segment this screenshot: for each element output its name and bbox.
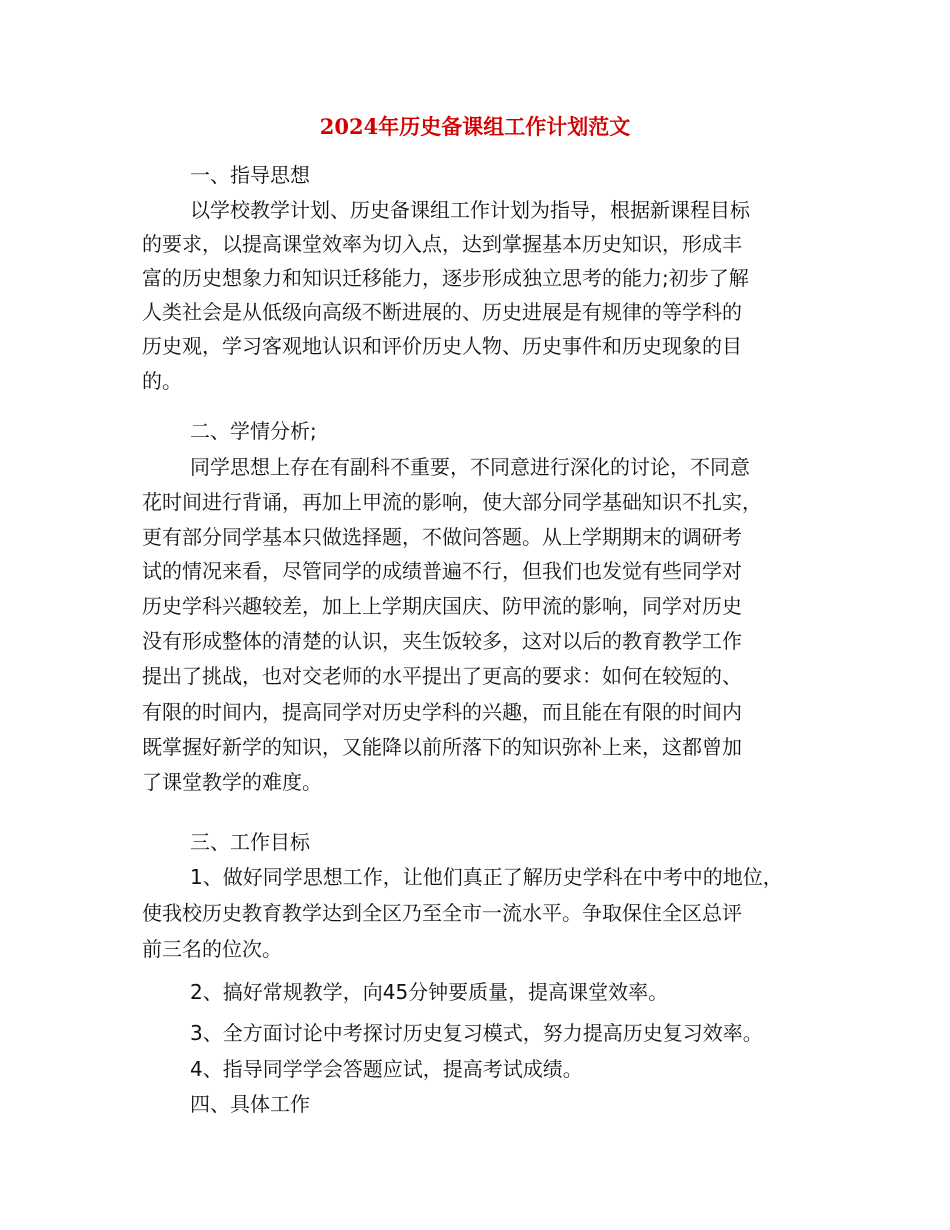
goal-item-2: 2、搞好常规教学，向45分钟要质量，提高课堂效率。 bbox=[190, 980, 669, 1004]
document-title: 2024年历史备课组工作计划范文 bbox=[319, 114, 631, 139]
paragraph-line: 富的历史想象力和知识迁移能力，逐步形成独立思考的能力;初步了解 bbox=[142, 266, 749, 290]
goal-item-3: 3、全方面讨论中考探讨历史复习模式，努力提高历史复习效率。 bbox=[190, 1021, 763, 1045]
paragraph-line: 有限的时间内，提高同学对历史学科的兴趣，而且能在有限的时间内 bbox=[142, 700, 742, 724]
paragraph-line: 历史观，学习客观地认识和评价历史人物、历史事件和历史现象的目 bbox=[142, 334, 742, 358]
paragraph-line: 提出了挑战，也对交老师的水平提出了更高的要求：如何在较短的、 bbox=[142, 664, 742, 688]
paragraph-line: 的要求，以提高课堂效率为切入点，达到掌握基本历史知识，形成丰 bbox=[142, 232, 742, 256]
section-heading-guiding-ideology: 一、指导思想 bbox=[190, 163, 310, 187]
paragraph-line: 使我校历史教育教学达到全区乃至全市一流水平。争取保住全区总评 bbox=[142, 901, 742, 925]
paragraph-line: 前三名的位次。 bbox=[142, 937, 282, 961]
paragraph-line: 了课堂教学的难度。 bbox=[142, 770, 322, 794]
goal-item-1: 1、做好同学思想工作，让他们真正了解历史学科在中考中的地位， bbox=[190, 865, 783, 889]
paragraph-line: 人类社会是从低级向高级不断进展的、历史进展是有规律的等学科的 bbox=[142, 300, 742, 324]
section-heading-student-analysis: 二、学情分析; bbox=[190, 419, 317, 443]
paragraph-line: 既掌握好新学的知识，又能降以前所落下的知识弥补上来，这都曾加 bbox=[142, 735, 742, 759]
paragraph-line: 更有部分同学基本只做选择题，不做问答题。从上学期期末的调研考 bbox=[142, 525, 742, 549]
section-heading-work-goals: 三、工作目标 bbox=[190, 830, 310, 854]
paragraph-line: 历史学科兴趣较差，加上上学期庆国庆、防甲流的影响，同学对历史 bbox=[142, 594, 742, 618]
paragraph-line: 以学校教学计划、历史备课组工作计划为指导，根据新课程目标 bbox=[190, 198, 750, 222]
paragraph-line: 没有形成整体的清楚的认识，夹生饭较多，这对以后的教育教学工作 bbox=[142, 629, 742, 653]
goal-item-4: 4、指导同学学会答题应试，提高考试成绩。 bbox=[190, 1057, 583, 1081]
section-heading-specific-work: 四、具体工作 bbox=[190, 1092, 310, 1116]
paragraph-line: 试的情况来看，尽管同学的成绩普遍不行，但我们也发觉有些同学对 bbox=[142, 559, 742, 583]
paragraph-line: 花时间进行背诵，再加上甲流的影响，使大部分同学基础知识不扎实， bbox=[142, 490, 762, 514]
paragraph-line: 同学思想上存在有副科不重要，不同意进行深化的讨论，不同意 bbox=[190, 455, 750, 479]
paragraph-line: 的。 bbox=[142, 369, 182, 393]
